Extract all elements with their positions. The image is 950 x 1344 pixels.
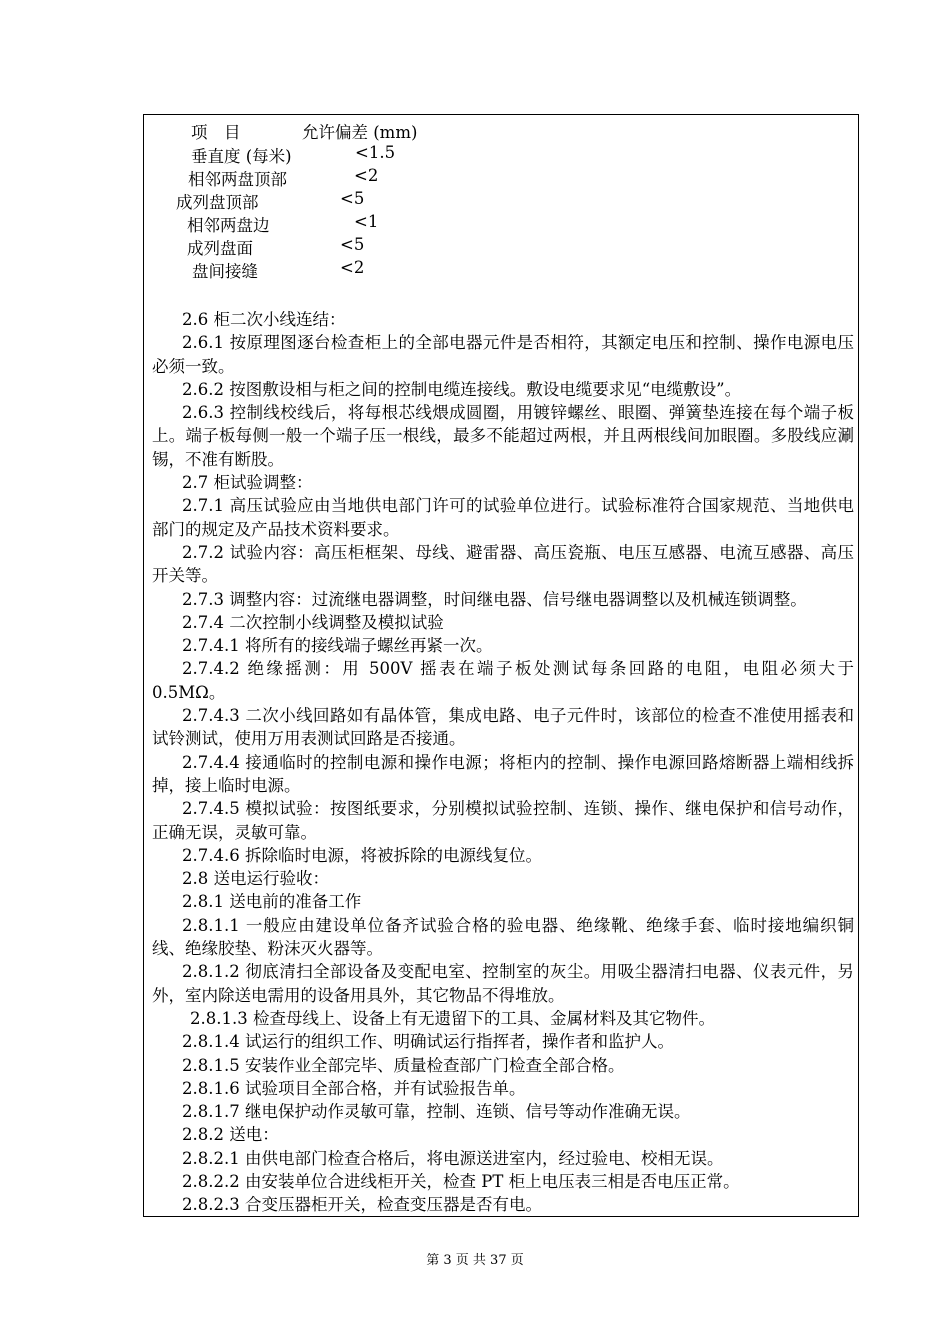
paragraph: 2.7.4 二次控制小线调整及模拟试验 — [182, 612, 444, 632]
tolerance-value: <2 — [354, 166, 379, 185]
paragraph: 2.7.4.4 接通临时的控制电源和操作电源；将柜内的控制、操作电源回路熔断器上端相线拆掉，接上临时电源。 — [152, 752, 854, 795]
page-number-footer: 第 3 页 共 37 页 — [426, 1253, 524, 1268]
tolerance-item: 垂直度 (每米) — [191, 147, 292, 166]
paragraph: 2.8.2 送电： — [182, 1125, 279, 1145]
tolerance-item: 项 目 — [191, 123, 241, 142]
paragraph: 2.8.1.4 试运行的组织工作、明确试运行指挥者，操作者和监护人。 — [182, 1032, 674, 1052]
section-heading: 2.6 柜二次小线连结： — [182, 310, 346, 329]
paragraph: 2.7.4.1 将所有的接线端子螺丝再紧一次。 — [182, 636, 493, 656]
paragraph: 2.7.4.3 二次小线回路如有晶体管，集成电路、电子元件时，该部位的检查不准使用摇表和试铃测试，使用万用表测试回路是否接通。 — [152, 706, 854, 749]
tolerance-value: 允许偏差 (mm) — [302, 123, 418, 142]
tolerance-value: <1 — [354, 212, 379, 231]
paragraph: 2.8.1.2 彻底清扫全部设备及变配电室、控制室的灰尘。用吸尘器清扫电器、仪表元件，另外，室内除送电需用的设备用具外，其它物品不得堆放。 — [152, 962, 854, 1005]
paragraph: 2.8.1.1 一般应由建设单位备齐试验合格的验电器、绝缘靴、绝缘手套、临时接地编织铜线、绝缘胶垫、粉沫灭火器等。 — [152, 915, 854, 959]
paragraph: 2.8.1 送电前的准备工作 — [182, 892, 362, 912]
tolerance-item: 盘间接缝 — [192, 262, 258, 281]
paragraph: 2.6.3 控制线校线后，将每根芯线煨成圆圈，用镀锌螺丝、眼圈、弹簧垫连接在每个端子板上。端子板每侧一般一个端子压一根线，最多不能超过两根，并且两根线间加眼圈。多股线应涮锡，不准有断股。 — [152, 403, 854, 469]
paragraph: 2.8.2.3 合变压器柜开关，检查变压器是否有电。 — [182, 1195, 542, 1215]
paragraph: 2.7.4.6 拆除临时电源，将被拆除的电源线复位。 — [182, 845, 542, 865]
content-frame — [143, 114, 859, 1217]
paragraph: 2.8.2.1 由供电部门检查合格后，将电源送进室内，经过验电、校相无误。 — [182, 1148, 724, 1168]
tolerance-value: <1.5 — [355, 143, 396, 162]
tolerance-value: <5 — [340, 235, 365, 254]
paragraph: 2.6.2 按图敷设相与柜之间的控制电缆连接线。敷设电缆要求见“电缆敷设”。 — [182, 379, 742, 399]
paragraph: 2.8.2.2 由安装单位合进线柜开关，检查 PT 柜上电压表三相是否电压正常。 — [182, 1171, 740, 1191]
paragraph: 2.8.1.6 试验项目全部合格，并有试验报告单。 — [182, 1078, 526, 1098]
paragraph: 2.7.1 高压试验应由当地供电部门许可的试验单位进行。试验标准符合国家规范、当地供电部门的规定及产品技术资料要求。 — [152, 496, 854, 539]
paragraph: 2.7.2 试验内容：高压柜框架、母线、避雷器、高压瓷瓶、电压互感器、电流互感器、高压开关等。 — [152, 542, 854, 586]
tolerance-item: 成列盘顶部 — [176, 193, 259, 212]
paragraph: 2.8.1.3 检查母线上、设备上有无遗留下的工具、金属材料及其它物件。 — [190, 1008, 715, 1028]
paragraph: 2.7.3 调整内容：过流继电器调整，时间继电器、信号继电器调整以及机械连锁调整。 — [182, 589, 807, 609]
tolerance-item: 相邻两盘边 — [187, 216, 270, 235]
paragraph: 2.7.4.2 绝缘摇测：用 500V 摇表在端子板处测试每条回路的电阻，电阻必须大于 0.5MΩ。 — [152, 659, 854, 702]
paragraph: 2.8.1.5 安装作业全部完毕、质量检查部广门检查全部合格。 — [182, 1055, 625, 1075]
tolerance-value: <2 — [340, 258, 365, 277]
tolerance-value: <5 — [340, 189, 365, 208]
tolerance-item: 相邻两盘顶部 — [188, 170, 287, 189]
spec-body — [152, 308, 854, 1217]
paragraph: 2.7.4.5 模拟试验：按图纸要求，分别模拟试验控制、连锁、操作、继电保护和信号动作，正确无误，灵敏可靠。 — [152, 799, 854, 842]
tolerance-item: 成列盘面 — [187, 239, 253, 258]
section-heading: 2.8 送电运行验收： — [182, 869, 329, 889]
section-heading: 2.7 柜试验调整： — [182, 473, 313, 493]
paragraph: 2.6.1 按原理图逐台检查柜上的全部电器元件是否相符，其额定电压和控制、操作电源电压必须一致。 — [152, 333, 854, 376]
paragraph: 2.8.1.7 继电保护动作灵敏可靠，控制、连锁、信号等动作准确无误。 — [182, 1102, 691, 1122]
